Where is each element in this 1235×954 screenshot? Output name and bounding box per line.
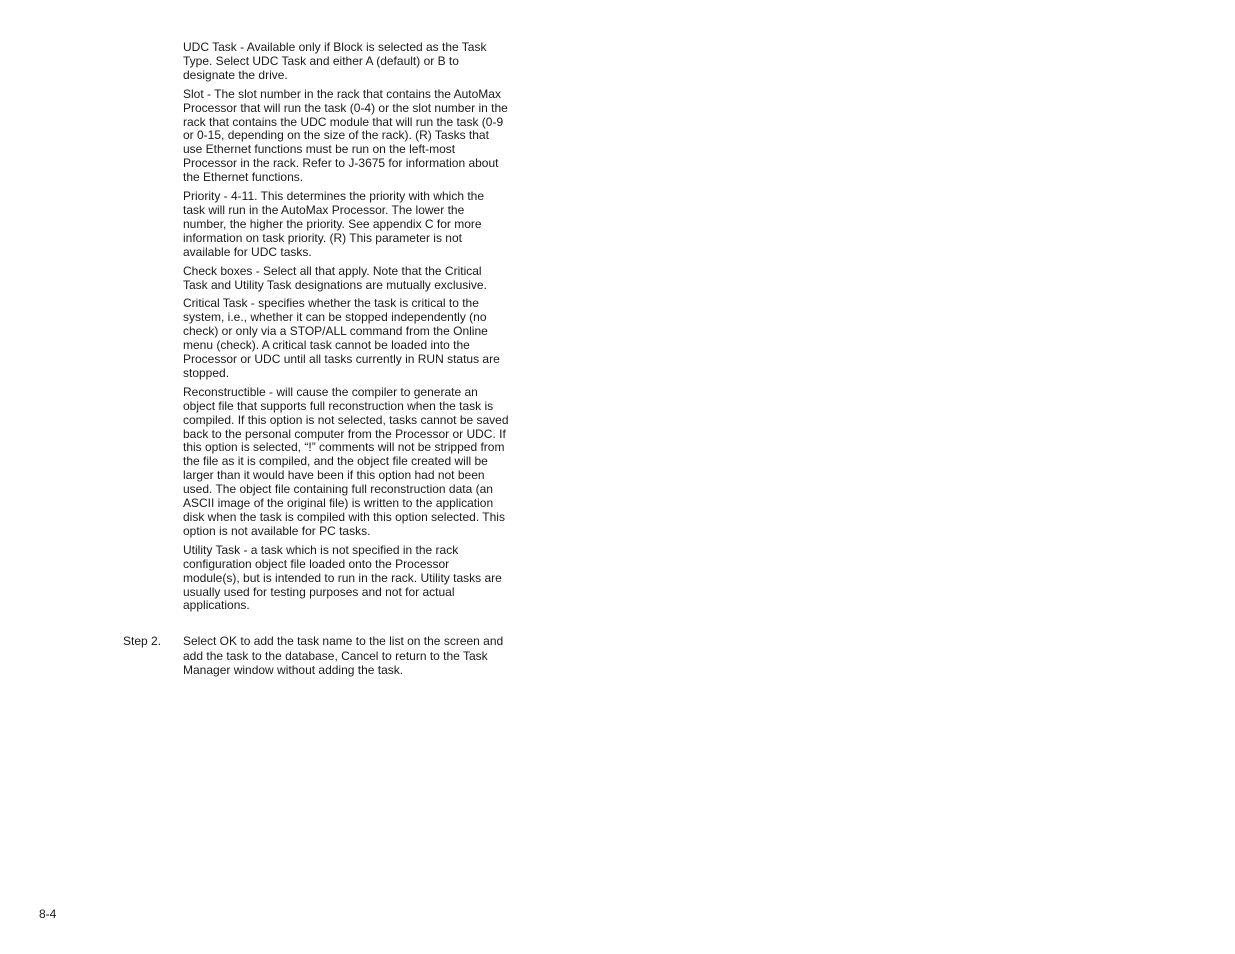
body-text-column: [183, 41, 509, 618]
paragraph-udc-task: UDC Task - Available only if Block is selected as the Task Type. Select UDC Task and either A (default) or B to designate the drive.: [183, 40, 487, 82]
paragraph-priority: Priority - 4-11. This determines the priority with which the task will run in the AutoMax Processor. The lower the number, the higher the priority. See appendix C for more information on task priority. (R) This parameter is not available for UDC tasks.: [183, 189, 485, 259]
page-number: 8-4: [39, 907, 57, 921]
paragraph-utility-task: Utility Task - a task which is not specified in the rack configuration object file loaded onto the Processor module(s), but is intended to run in the rack. Utility tasks are usually used for testing purposes and not for actual applications.: [183, 542, 502, 613]
paragraph-critical-task: Critical Task - specifies whether the task is critical to the system, i.e., whether it can be stopped independently (no check) or only via a STOP/ALL command from the Online menu (check). A critical task cannot be loaded into the Processor or UDC until all tasks currently in RUN status are stopped.: [183, 296, 500, 380]
step-label: Step 2.: [123, 634, 162, 648]
paragraph-slot: Slot - The slot number in the rack that contains the AutoMax Processor that will run the task (0-4) or the slot number in the rack that contains the UDC module that will run the task (0-9 or 0-15, depending on the size of the rack). (R) Tasks that use Ethernet functions must be run on the left-most Processor in the rack. Refer to J-3675 for information about the Ethernet functions.: [183, 86, 508, 185]
paragraph-reconstructible: Reconstructible - will cause the compiler to generate an object file that supports full reconstruction when the task is compiled. If this option is not selected, tasks cannot be saved back to the personal computer from the Processor or UDC. If this option is selected, “!” comments will not be stripped from the file as it is compiled, and the object file created will be larger than it would have been if this option had not been used. The object file containing full reconstruction data (an ASCII image of the original file) is written to the application disk when the task is compiled with this option selected. This option is not available for PC tasks.: [183, 384, 509, 538]
step-text: Select OK to add the task name to the list on the screen and add the task to the database, Cancel to return to the Task Manager window without adding the task.: [183, 634, 504, 677]
paragraph-check-boxes: Check boxes - Select all that apply. Note that the Critical Task and Utility Task designations are mutually exclusive.: [183, 263, 487, 292]
